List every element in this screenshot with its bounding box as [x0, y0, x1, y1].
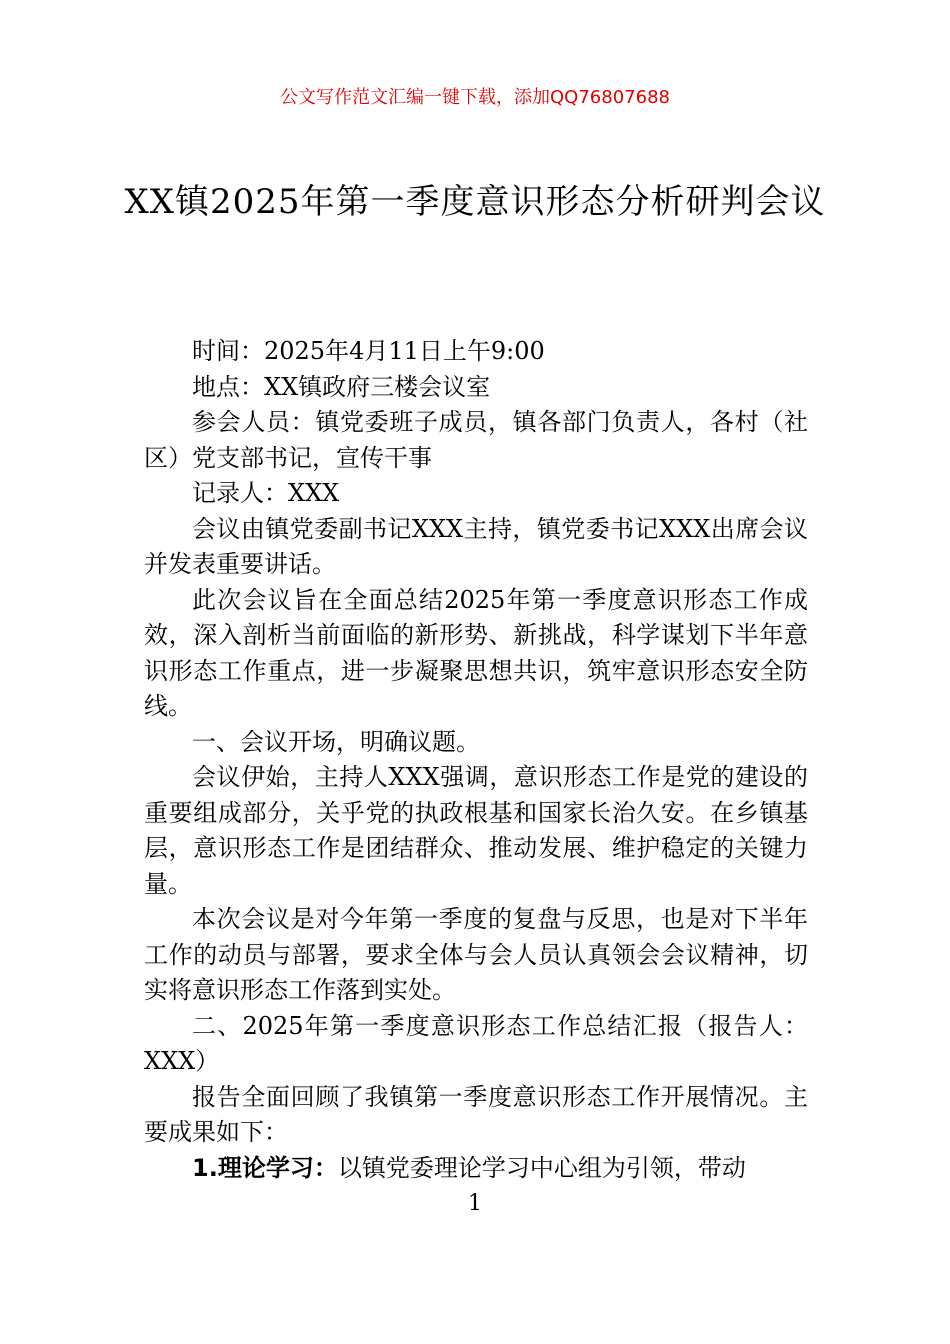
section-heading-1: 一、会议开场，明确议题。 — [192, 727, 480, 756]
document-title: XX镇2025年第一季度意识形态分析研判会议 — [124, 182, 826, 222]
section-heading-2: 二、2025年第一季度意识形态工作总结汇报（报告人：XXX） — [144, 1011, 808, 1075]
document-body — [144, 334, 808, 1186]
opening-paragraph: 会议伊始，主持人XXX强调，意识形态工作是党的建设的重要组成部分，关乎党的执政根基和国家长治久安。在乡镇基层，意识形态工作是团结群众、推动发展、维护稳定的关键力量。 — [144, 763, 808, 898]
meeting-recorder: 记录人：XXX — [192, 479, 340, 507]
meeting-host-paragraph: 会议由镇党委副书记XXX主持，镇党委书记XXX出席会议并发表重要讲话。 — [144, 514, 808, 578]
meeting-attendees: 参会人员：镇党委班子成员，镇各部门负责人，各村（社区）党支部书记，宣传干事 — [144, 408, 808, 472]
theory-study-paragraph — [144, 1151, 808, 1187]
theory-study-text: 以镇党委理论学习中心组为引领，带动 — [337, 1153, 746, 1182]
meeting-time: 时间：2025年4月11日上午9:00 — [192, 337, 545, 365]
theory-study-lead: 1.理论学习： — [192, 1153, 338, 1182]
meeting-purpose-paragraph: 此次会议旨在全面总结2025年第一季度意识形态工作成效，深入剖析当前面临的新形势、新挑战，科学谋划下半年意识形态工作重点，进一步凝聚思想共识，筑牢意识形态安全防线。 — [144, 585, 808, 720]
mobilization-paragraph: 本次会议是对今年第一季度的复盘与反思，也是对下半年工作的动员与部署，要求全体与会人员认真领会会议精神，切实将意识形态工作落到实处。 — [144, 905, 808, 1004]
meeting-location: 地点：XX镇政府三楼会议室 — [192, 372, 491, 401]
download-banner: 公文写作范文汇编一键下载，添加QQ76807688 — [280, 87, 670, 108]
page-number: 1 — [468, 1191, 482, 1216]
report-summary-paragraph: 报告全面回顾了我镇第一季度意识形态工作开展情况。主要成果如下： — [144, 1082, 808, 1146]
